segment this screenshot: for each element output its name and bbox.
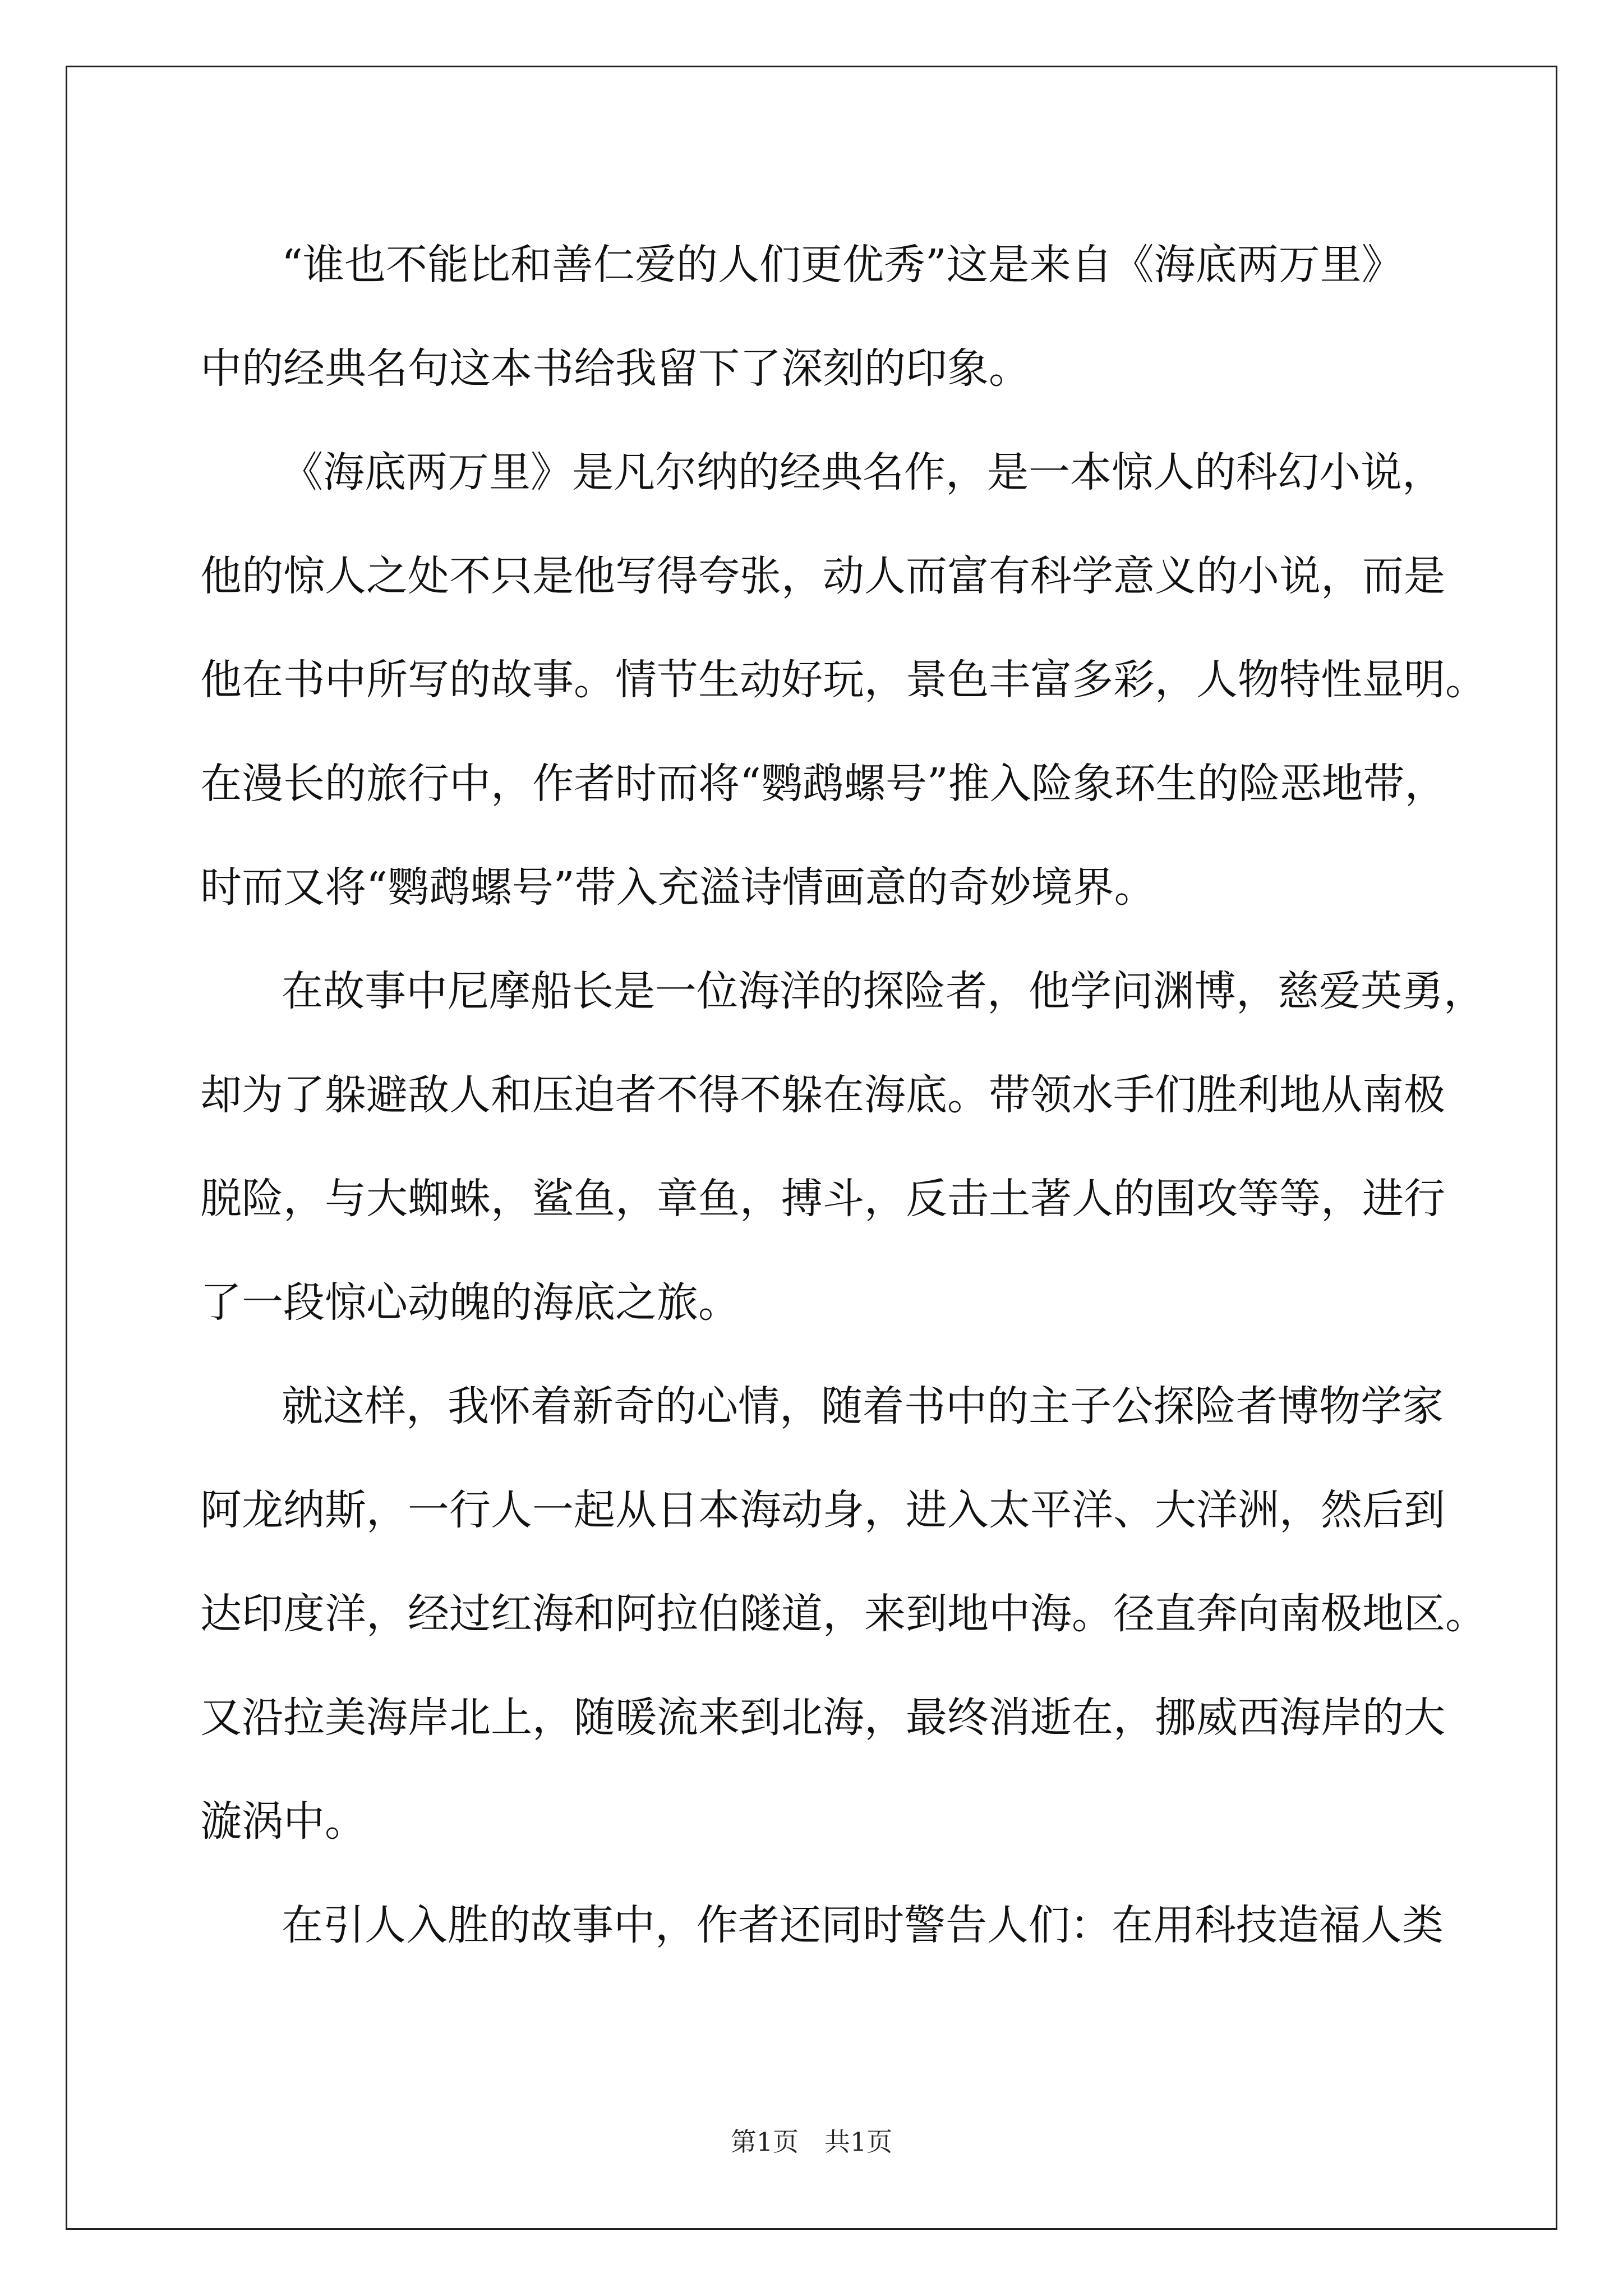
- paragraph-5: [200, 1874, 1444, 1977]
- text-line: 脱险，与大蜘蛛，鲨鱼，章鱼，搏斗，反击土著人的围攻等等，进行: [200, 1175, 1445, 1223]
- text-line: 他在书中所写的故事。情节生动好玩，景色丰富多彩，人物特性显明。: [200, 656, 1487, 704]
- text-line: 漩涡中。: [200, 1797, 366, 1846]
- text-line: 达印度洋，经过红海和阿拉伯隧道，来到地中海。径直奔向南极地区。: [200, 1590, 1487, 1638]
- paragraph-1: [200, 213, 1434, 421]
- text-line: 时而又将“鹦鹉螺号”带入充溢诗情画意的奇妙境界。: [200, 863, 1156, 912]
- text-line: 阿龙纳斯，一行人一起从日本海动身，进入太平洋、大洋洲，然后到: [200, 1486, 1445, 1534]
- text-line: 在故事中尼摩船长是一位海洋的探险者，他学问渊博，慈爱英勇，: [282, 967, 1485, 1015]
- text-line: 在漫长的旅行中，作者时而将“鹦鹉螺号”推入险象环生的险恶地带，: [200, 760, 1446, 808]
- text-line: 中的经典名句这本书给我留下了深刻的印象。: [200, 344, 1030, 393]
- text-line: 他的惊人之处不只是他写得夸张，动人而富有科学意义的小说，而是: [200, 552, 1445, 600]
- paragraph-2: [200, 421, 1487, 940]
- text-line: 在引人入胜的故事中，作者还同时警告人们：在用科技造福人类: [282, 1901, 1444, 1949]
- text-line: 就这样，我怀着新奇的心情，随着书中的主子公探险者博物学家: [282, 1382, 1444, 1430]
- text-line: 却为了躲避敌人和压迫者不得不躲在海底。带领水手们胜利地从南极: [200, 1071, 1445, 1119]
- text-line: “谁也不能比和善仁爱的人们更优秀”这是来自《海底两万里》: [282, 241, 1403, 289]
- text-line: 《海底两万里》是凡尔纳的经典名作，是一本惊人的科幻小说，: [282, 448, 1444, 496]
- text-line: 了一段惊心动魄的海底之旅。: [200, 1278, 740, 1327]
- document-body: [200, 213, 1487, 1977]
- paragraph-3: [200, 940, 1485, 1355]
- page-number-footer: 第1页 共1页: [730, 2127, 893, 2157]
- text-line: 又沿拉美海岸北上，随暖流来到北海，最终消逝在，挪威西海岸的大: [200, 1694, 1445, 1742]
- paragraph-4: [200, 1355, 1487, 1874]
